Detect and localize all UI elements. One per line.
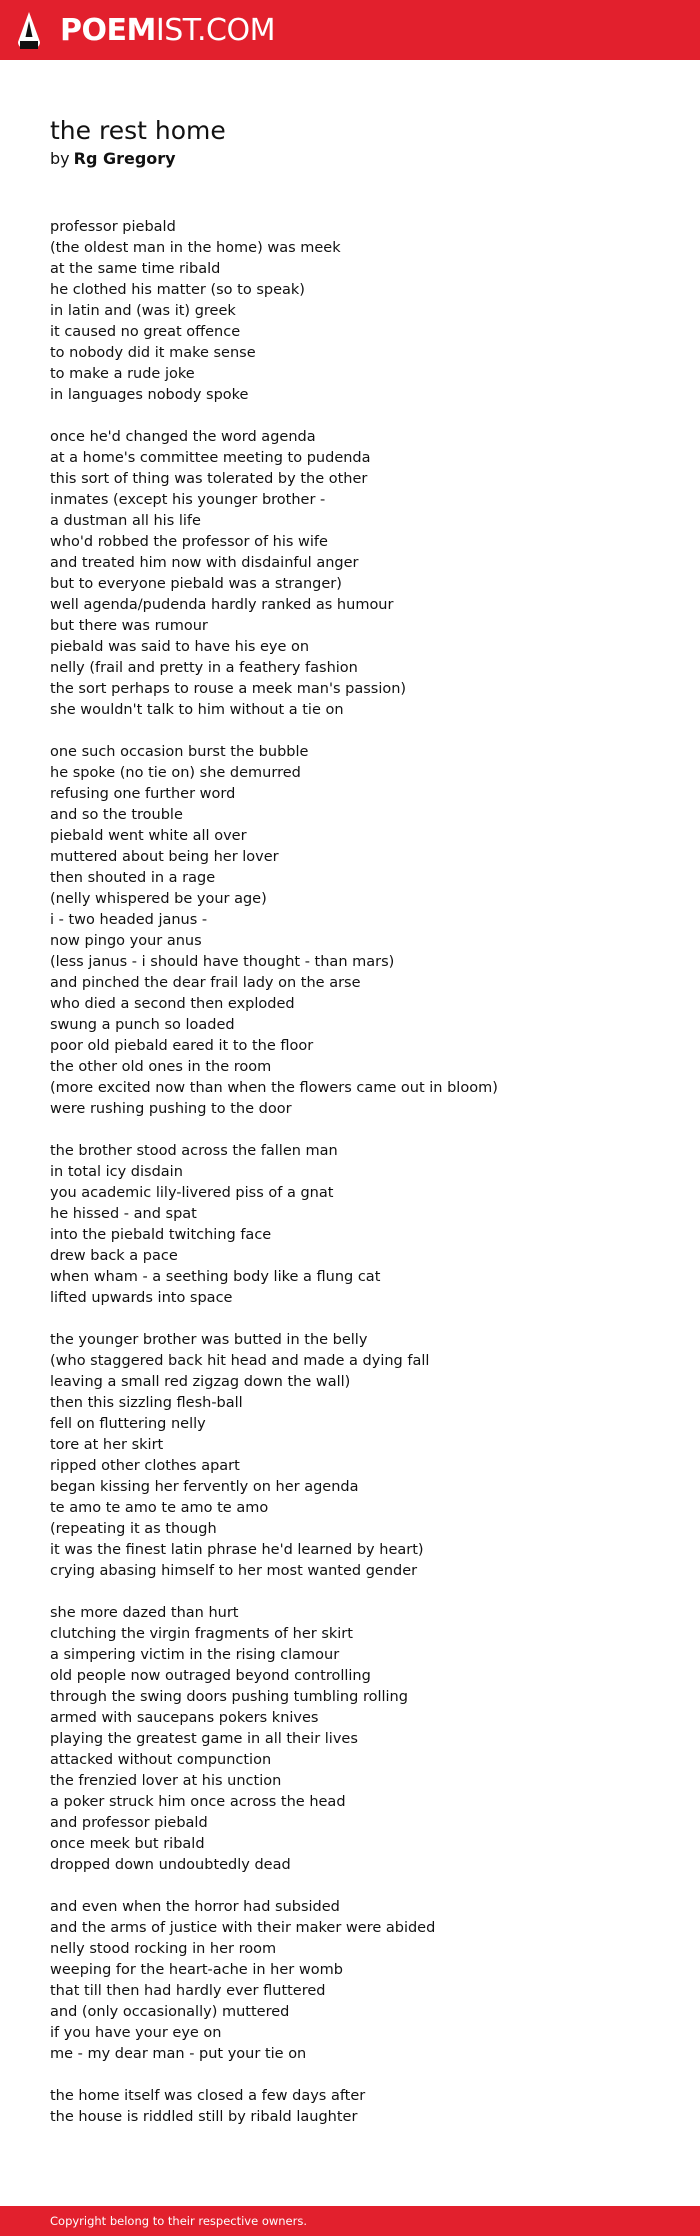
poem-line: at the same time ribald	[50, 261, 221, 277]
poem-line: (repeating it as though	[50, 1521, 217, 1537]
poem-line: tore at her skirt	[50, 1437, 164, 1453]
poem-stanza	[50, 2086, 670, 2128]
poem-line: nelly stood rocking in her room	[50, 1941, 277, 1957]
poem-line: and so the trouble	[50, 807, 183, 823]
poem-line: old people now outraged beyond controlling	[50, 1668, 371, 1684]
poem-line: to nobody did it make sense	[50, 345, 256, 361]
poem-line: refusing one further word	[50, 786, 236, 802]
poem-line: when wham - a seething body like a flung cat	[50, 1269, 381, 1285]
poem-line: the younger brother was butted in the belly	[50, 1332, 368, 1348]
poem-line: and even when the horror had subsided	[50, 1899, 340, 1915]
poem-line: it was the finest latin phrase he'd learned by heart)	[50, 1542, 424, 1558]
logo-text-bold: POEM	[60, 13, 156, 48]
poem-line: nelly (frail and pretty in a feathery fashion	[50, 660, 358, 676]
poem-line: drew back a pace	[50, 1248, 178, 1264]
poem-line: once he'd changed the word agenda	[50, 429, 316, 445]
poem-line: who died a second then exploded	[50, 996, 295, 1012]
poem-line: a poker struck him once across the head	[50, 1794, 346, 1810]
poem-line: she more dazed than hurt	[50, 1605, 239, 1621]
poem-line: piebald went white all over	[50, 828, 247, 844]
poem-line: crying abasing himself to her most wanted gender	[50, 1563, 418, 1579]
pen-nib-icon	[16, 12, 42, 50]
poem-line: the sort perhaps to rouse a meek man's passion)	[50, 681, 407, 697]
poem-stanza	[50, 1603, 670, 1876]
poem-line: in languages nobody spoke	[50, 387, 249, 403]
poem-stanza	[50, 1141, 670, 1309]
poem-line: (more excited now than when the flowers came out in bloom)	[50, 1080, 498, 1096]
poem-line: began kissing her fervently on her agenda	[50, 1479, 359, 1495]
poem-line: through the swing doors pushing tumbling rolling	[50, 1689, 408, 1705]
poem-stanza	[50, 1330, 670, 1582]
poem-stanza	[50, 217, 670, 406]
poem-line: the other old ones in the room	[50, 1059, 272, 1075]
poem-line: and professor piebald	[50, 1815, 208, 1831]
poem-line: attacked without compunction	[50, 1752, 272, 1768]
site-footer	[0, 2206, 700, 2236]
poem-line: the frenzied lover at his unction	[50, 1773, 282, 1789]
site-logo-text	[60, 12, 275, 50]
poem-line: then this sizzling flesh-ball	[50, 1395, 243, 1411]
poem-line: lifted upwards into space	[50, 1290, 233, 1306]
poem-line: (who staggered back hit head and made a dying fall	[50, 1353, 430, 1369]
poem-line: swung a punch so loaded	[50, 1017, 235, 1033]
logo-text-light: IST.COM	[155, 13, 275, 48]
poem-line: the brother stood across the fallen man	[50, 1143, 338, 1159]
poem-line: and (only occasionally) muttered	[50, 2004, 290, 2020]
poem-line: inmates (except his younger brother -	[50, 492, 326, 508]
poem-line: were rushing pushing to the door	[50, 1101, 292, 1117]
poem-line: fell on fluttering nelly	[50, 1416, 206, 1432]
poem-line: one such occasion burst the bubble	[50, 744, 309, 760]
poem-line: (nelly whispered be your age)	[50, 891, 267, 907]
poem-line: in latin and (was it) greek	[50, 303, 236, 319]
poem-line: at a home's committee meeting to pudenda	[50, 450, 371, 466]
poem-line: a simpering victim in the rising clamour	[50, 1647, 340, 1663]
poem-line: it caused no great offence	[50, 324, 241, 340]
poem-line: muttered about being her lover	[50, 849, 279, 865]
poem-line: into the piebald twitching face	[50, 1227, 272, 1243]
poem-line: then shouted in a rage	[50, 870, 216, 886]
poem-line: to make a rude joke	[50, 366, 195, 382]
poem-line: leaving a small red zigzag down the wall)	[50, 1374, 351, 1390]
poem-line: and pinched the dear frail lady on the arse	[50, 975, 361, 991]
poem-line: but to everyone piebald was a stranger)	[50, 576, 342, 592]
poem-line: but there was rumour	[50, 618, 208, 634]
poem-line: once meek but ribald	[50, 1836, 205, 1852]
poem-line: (less janus - i should have thought - than mars)	[50, 954, 395, 970]
poem-line: this sort of thing was tolerated by the other	[50, 471, 368, 487]
poem-line: who'd robbed the professor of his wife	[50, 534, 328, 550]
site-logo[interactable]	[16, 11, 275, 51]
poem-line: clutching the virgin fragments of her skirt	[50, 1626, 353, 1642]
poem-line: he clothed his matter (so to speak)	[50, 282, 305, 298]
poem-line: if you have your eye on	[50, 2025, 222, 2041]
poem-line: he spoke (no tie on) she demurred	[50, 765, 301, 781]
poem-line: i - two headed janus -	[50, 912, 208, 928]
poem-line: dropped down undoubtedly dead	[50, 1857, 291, 1873]
poem-line: that till then had hardly ever fluttered	[50, 1983, 326, 1999]
poem-title: the rest home	[50, 116, 226, 145]
poem-line: you academic lily-livered piss of a gnat	[50, 1185, 334, 1201]
poem-stanza	[50, 427, 670, 721]
poem-line: ripped other clothes apart	[50, 1458, 240, 1474]
poem-line: piebald was said to have his eye on	[50, 639, 310, 655]
by-label: by	[50, 149, 70, 168]
poem-line: the house is riddled still by ribald laughter	[50, 2109, 358, 2125]
author-name: Rg Gregory	[73, 149, 176, 168]
poem-line: te amo te amo te amo te amo	[50, 1500, 269, 1516]
poem-line: playing the greatest game in all their lives	[50, 1731, 358, 1747]
poem-line: now pingo your anus	[50, 933, 202, 949]
poem-line: in total icy disdain	[50, 1164, 183, 1180]
poem-line: (the oldest man in the home) was meek	[50, 240, 341, 256]
poem-line: poor old piebald eared it to the floor	[50, 1038, 314, 1054]
poem-stanza	[50, 742, 670, 1120]
byline	[50, 148, 176, 170]
poem-line: a dustman all his life	[50, 513, 201, 529]
poem-line: he hissed - and spat	[50, 1206, 197, 1222]
poem-body	[50, 217, 670, 2149]
poem-line: she wouldn't talk to him without a tie on	[50, 702, 344, 718]
poem-line: me - my dear man - put your tie on	[50, 2046, 307, 2062]
poem-line: and the arms of justice with their maker were abided	[50, 1920, 436, 1936]
site-header	[0, 0, 700, 60]
poem-line: armed with saucepans pokers knives	[50, 1710, 319, 1726]
poem-line: well agenda/pudenda hardly ranked as humour	[50, 597, 394, 613]
copyright-text: Copyright belong to their respective owners.	[50, 2214, 308, 2228]
poem-line: and treated him now with disdainful anger	[50, 555, 359, 571]
poem-line: professor piebald	[50, 219, 176, 235]
poem-stanza	[50, 1897, 670, 2065]
poem-line: weeping for the heart-ache in her womb	[50, 1962, 343, 1978]
poem-line: the home itself was closed a few days after	[50, 2088, 366, 2104]
